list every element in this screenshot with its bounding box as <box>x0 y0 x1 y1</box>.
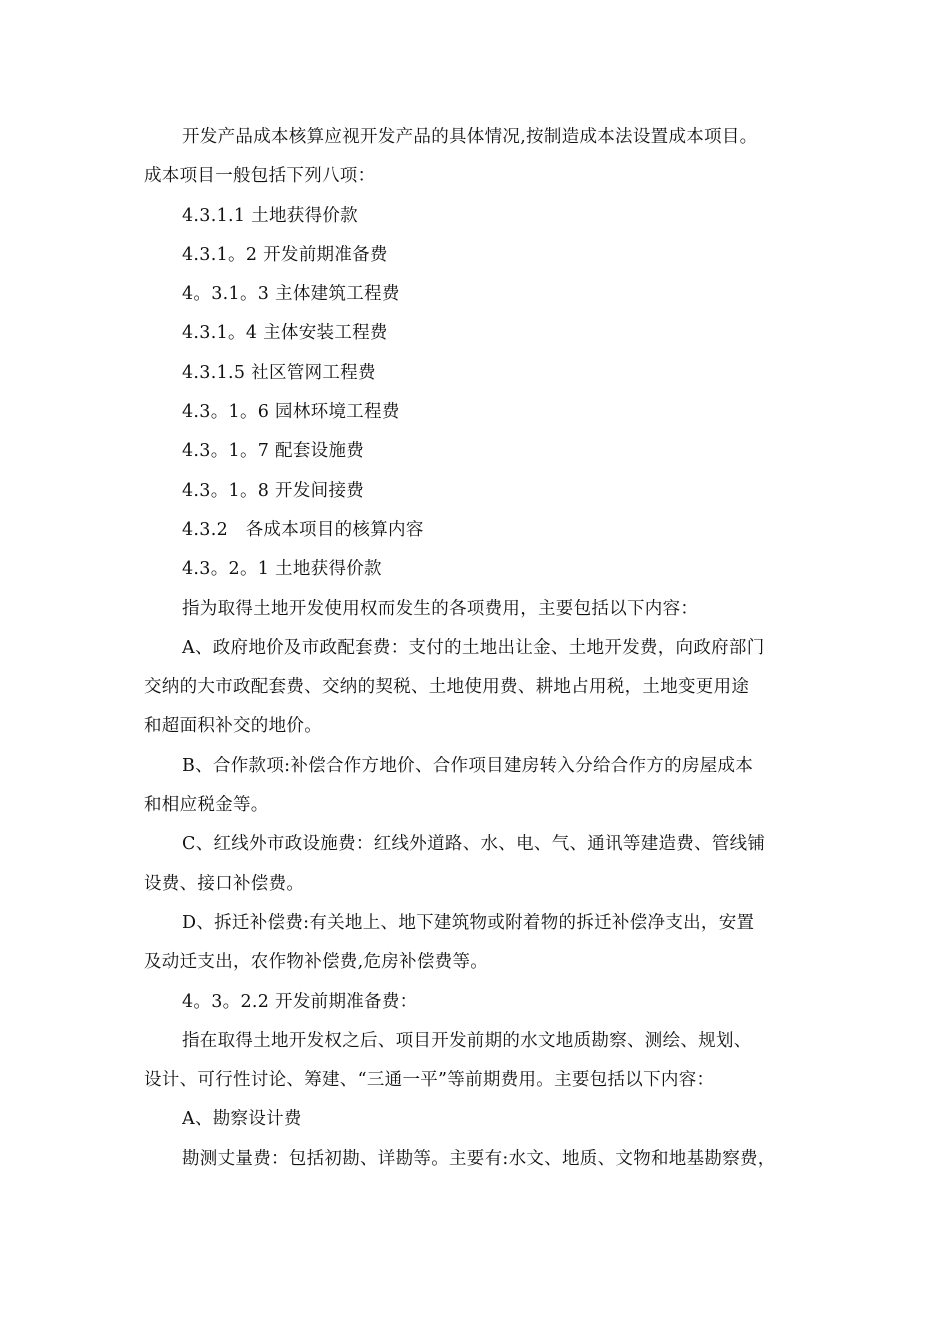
section-heading: 4。3。2.2 开发前期准备费： <box>182 991 418 1012</box>
text-line: 指在取得土地开发权之后、项目开发前期的水文地质勘察、测绘、规划、 <box>182 1030 752 1051</box>
text-line: A、勘察设计费 <box>182 1109 302 1130</box>
section-heading: 4.3.1.5 社区管网工程费 <box>182 362 376 383</box>
section-heading: 4.3。1。6 园林环境工程费 <box>182 402 400 423</box>
text-line: 指为取得土地开发使用权而发生的各项费用，主要包括以下内容： <box>182 598 699 619</box>
section-heading: 4.3。2。1 土地获得价款 <box>182 559 382 580</box>
text-line: D、拆迁补偿费:有关地上、地下建筑物或附着物的拆迁补偿净支出，安置 <box>182 912 755 933</box>
document-body <box>144 118 819 1179</box>
section-heading: 4.3.1。2 开发前期准备费 <box>182 244 388 265</box>
text-line: 开发产品成本核算应视开发产品的具体情况,按制造成本法设置成本项目。 <box>182 127 758 147</box>
text-line: 交纳的大市政配套费、交纳的契税、土地使用费、耕地占用税，土地变更用途 <box>144 677 750 698</box>
text-line: A、政府地价及市政配套费：支付的土地出让金、土地开发费，向政府部门 <box>182 637 765 658</box>
text-line: 及动迁支出，农作物补偿费,危房补偿费等。 <box>144 952 489 973</box>
text-line: 设费、接口补偿费。 <box>144 873 305 894</box>
text-line: 和相应税金等。 <box>144 795 269 816</box>
text-line: 设计、可行性讨论、筹建、“三通一平”等前期费用。主要包括以下内容： <box>144 1070 715 1091</box>
text-line: C、红线外市政设施费：红线外道路、水、电、气、通讯等建造费、管线铺 <box>182 834 766 855</box>
section-heading: 4.3。1。8 开发间接费 <box>182 480 365 501</box>
text-line: 勘测丈量费：包括初勘、详勘等。主要有:水文、地质、文物和地基勘察费， <box>182 1148 776 1169</box>
section-heading: 4。3.1。3 主体建筑工程费 <box>182 284 400 305</box>
section-heading: 4.3.1.1 土地获得价款 <box>182 205 358 226</box>
text-line: 和超面积补交的地价。 <box>144 716 322 737</box>
text-line: B、合作款项:补偿合作方地价、合作项目建房转入分给合作方的房屋成本 <box>182 755 754 776</box>
section-heading: 4.3.2 各成本项目的核算内容 <box>182 519 424 540</box>
text-line: 成本项目一般包括下列八项： <box>144 166 376 187</box>
section-heading: 4.3。1。7 配套设施费 <box>182 441 365 462</box>
section-heading: 4.3.1。4 主体安装工程费 <box>182 323 388 344</box>
